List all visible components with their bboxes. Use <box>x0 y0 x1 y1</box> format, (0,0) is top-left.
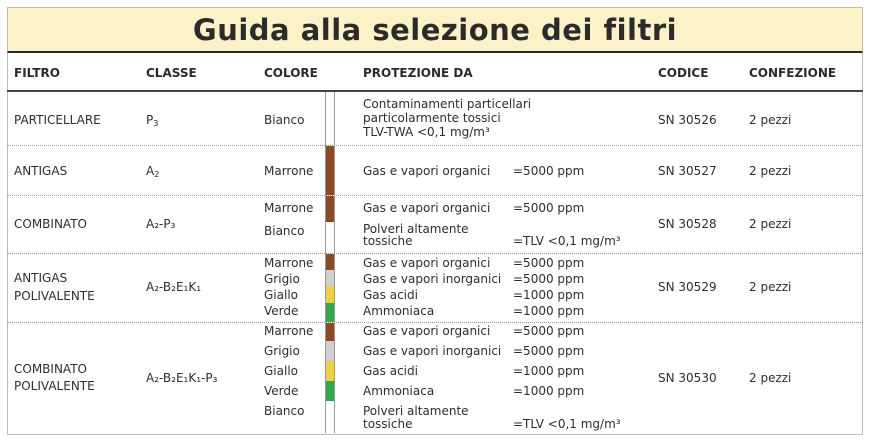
row-classe: A₂-B₂E₁K₁ <box>146 280 202 294</box>
title-bar <box>7 7 863 53</box>
row-filtro: POLIVALENTE <box>14 289 95 303</box>
row-protezione: Ammoniaca <box>363 304 435 318</box>
row-divider <box>7 195 863 196</box>
row-valore: =5000 ppm <box>513 324 585 338</box>
swatch-giallo <box>326 286 334 303</box>
header-confezione: CONFEZIONE <box>749 66 837 80</box>
row-divider <box>7 145 863 146</box>
row-valore: =TLV <0,1 mg/m³ <box>513 417 621 431</box>
row-protezione: Contaminamenti particellari <box>363 97 532 111</box>
row-colore: Grigio <box>264 344 300 358</box>
swatch-grigio <box>326 270 334 286</box>
header-filtro: FILTRO <box>14 66 60 80</box>
row-protezione: TLV-TWA <0,1 mg/m³ <box>363 125 490 139</box>
row-valore: =1000 ppm <box>513 288 585 302</box>
row-filtro: PARTICELLARE <box>14 113 101 127</box>
header-protezione: PROTEZIONE DA <box>363 66 473 80</box>
swatch-giallo <box>326 361 334 381</box>
swatch-marrone <box>326 146 334 195</box>
row-protezione: particolarmente tossici <box>363 111 501 125</box>
row-filtro: COMBINATO <box>14 217 87 231</box>
row-protezione: Gas e vapori inorganici <box>363 272 502 286</box>
swatch-grigio <box>326 341 334 361</box>
row-confezione: 2 pezzi <box>749 217 792 231</box>
row-colore: Marrone <box>264 324 314 338</box>
row-valore: =1000 ppm <box>513 364 585 378</box>
row-protezione: Polveri altamente <box>363 404 469 418</box>
row-colore: Marrone <box>264 256 314 270</box>
row-protezione: Gas e vapori inorganici <box>363 344 502 358</box>
row-protezione: Gas acidi <box>363 364 418 378</box>
row-codice: SN 30528 <box>658 217 717 231</box>
row-colore: Bianco <box>264 404 305 418</box>
header-rule <box>7 90 863 92</box>
row-valore: =5000 ppm <box>513 272 585 286</box>
row-protezione: tossiche <box>363 234 413 248</box>
row-valore: =1000 ppm <box>513 304 585 318</box>
row-confezione: 2 pezzi <box>749 113 792 127</box>
row-colore: Verde <box>264 304 299 318</box>
row-colore: Bianco <box>264 113 305 127</box>
row-divider <box>7 253 863 254</box>
row-valore: =1000 ppm <box>513 384 585 398</box>
row-valore: =5000 ppm <box>513 164 585 178</box>
row-filtro: POLIVALENTE <box>14 379 95 393</box>
swatch-marrone <box>326 323 334 341</box>
header-codice: CODICE <box>658 66 709 80</box>
row-protezione: Gas e vapori organici <box>363 201 491 215</box>
row-protezione: Gas e vapori organici <box>363 324 491 338</box>
row-protezione: Ammoniaca <box>363 384 435 398</box>
row-valore: =5000 ppm <box>513 201 585 215</box>
row-confezione: 2 pezzi <box>749 280 792 294</box>
swatch-verde <box>326 303 334 322</box>
row-protezione: Gas e vapori organici <box>363 164 491 178</box>
row-colore: Verde <box>264 384 299 398</box>
header-classe: CLASSE <box>146 66 197 80</box>
row-codice: SN 30526 <box>658 113 717 127</box>
row-valore: =TLV <0,1 mg/m³ <box>513 234 621 248</box>
row-classe: $A_2$ <box>146 164 160 179</box>
row-protezione: Gas e vapori organici <box>363 256 491 270</box>
row-colore: Giallo <box>264 288 298 302</box>
row-protezione: Gas acidi <box>363 288 418 302</box>
row-filtro: COMBINATO <box>14 362 87 376</box>
header-colore: COLORE <box>264 66 318 80</box>
swatch-marrone <box>326 254 334 270</box>
swatch-marrone <box>326 196 334 222</box>
row-codice: SN 30530 <box>658 371 717 385</box>
row-protezione: tossiche <box>363 417 413 431</box>
row-confezione: 2 pezzi <box>749 164 792 178</box>
row-classe: $P_3$ <box>146 113 159 128</box>
row-valore: =5000 ppm <box>513 256 585 270</box>
row-classe: A₂-B₂E₁K₁-P₃ <box>146 371 218 385</box>
row-colore: Marrone <box>264 201 314 215</box>
row-colore: Marrone <box>264 164 314 178</box>
page-title: Guida alla selezione dei filtri <box>192 12 678 47</box>
row-filtro: ANTIGAS <box>14 164 68 178</box>
row-divider <box>7 322 863 323</box>
row-codice: SN 30529 <box>658 280 717 294</box>
row-filtro: ANTIGAS <box>14 271 68 285</box>
row-protezione: Polveri altamente <box>363 222 469 236</box>
swatch-verde <box>326 381 334 401</box>
row-colore: Grigio <box>264 272 300 286</box>
row-valore: =5000 ppm <box>513 344 585 358</box>
row-codice: SN 30527 <box>658 164 717 178</box>
row-classe: A₂-P₃ <box>146 217 176 231</box>
row-confezione: 2 pezzi <box>749 371 792 385</box>
row-colore: Giallo <box>264 364 298 378</box>
row-colore: Bianco <box>264 224 305 238</box>
